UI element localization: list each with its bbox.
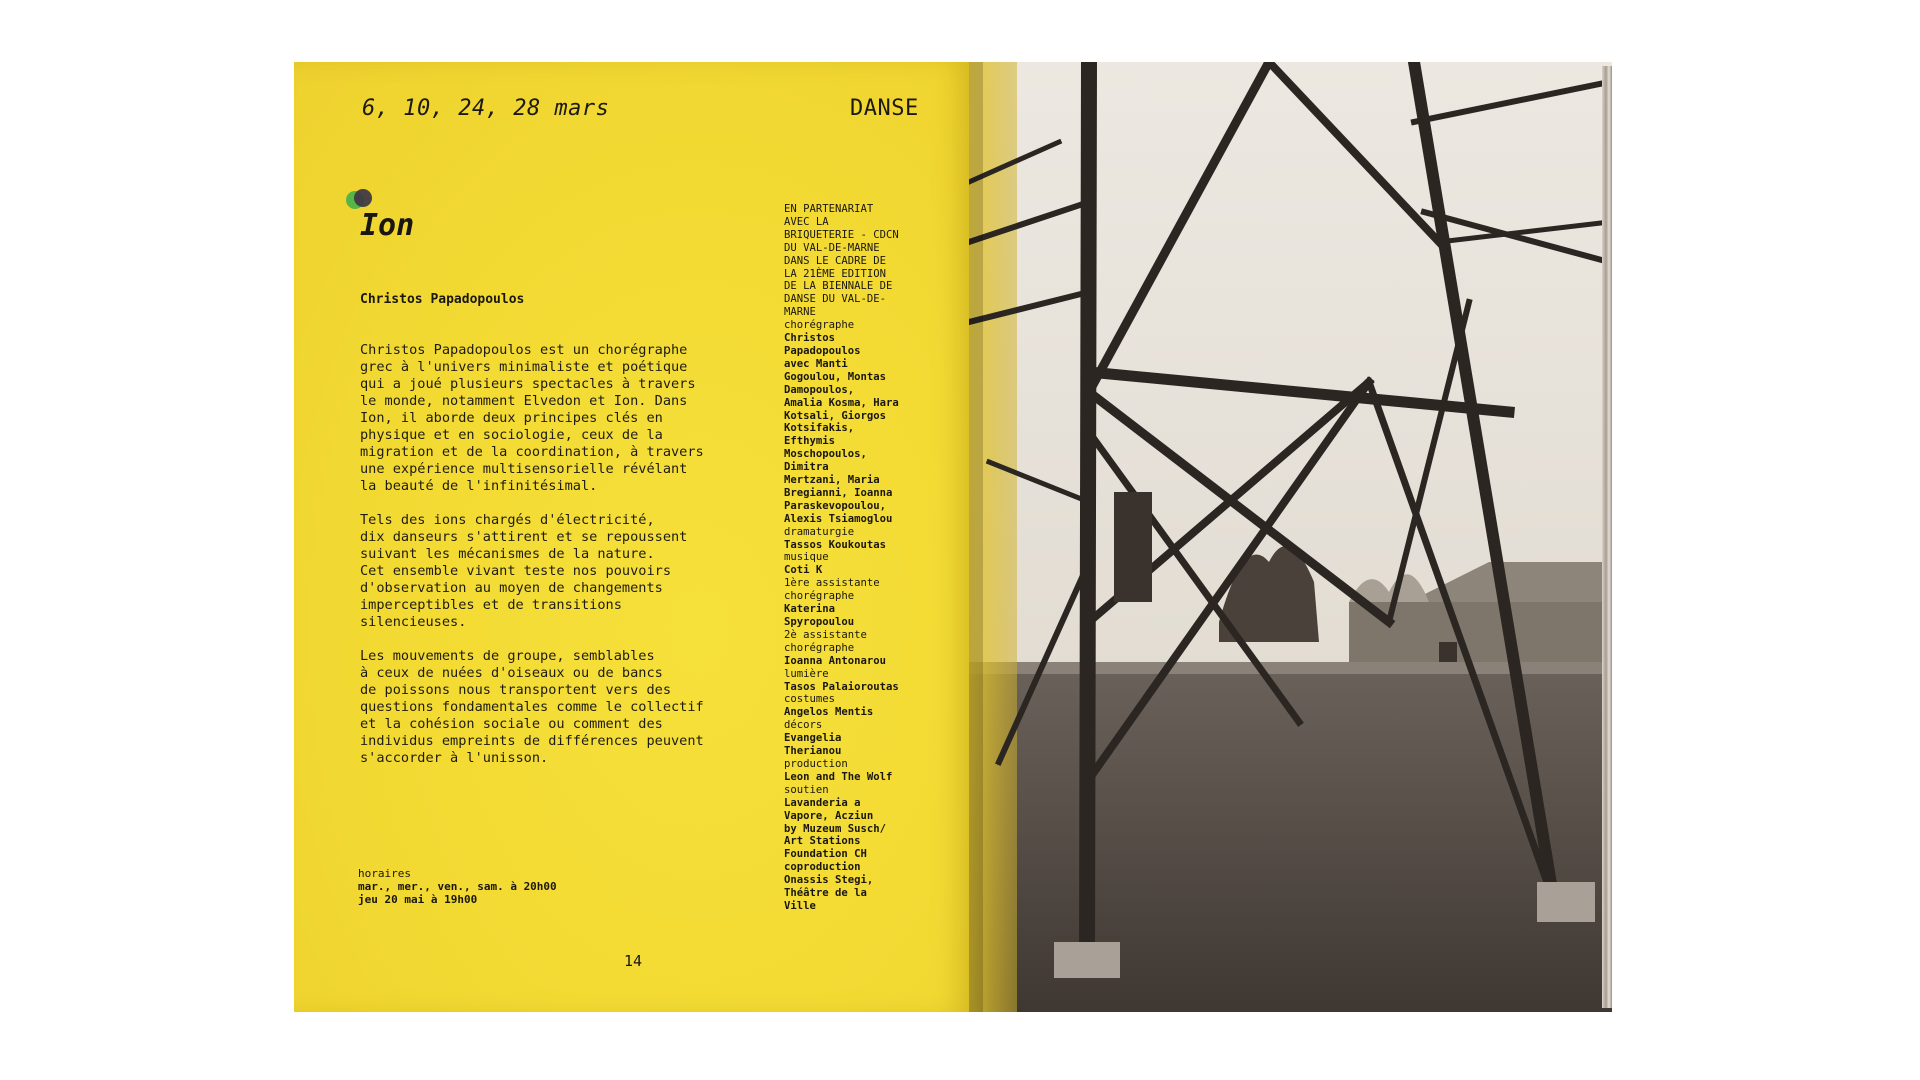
credit-line: Ville <box>784 899 816 912</box>
section-label: DANSE <box>850 96 919 121</box>
credit-line: Mertzani, Maria <box>784 474 880 487</box>
event-dates: 6, 10, 24, 28 mars <box>362 96 610 121</box>
pylon-photo <box>969 62 1612 1012</box>
author-name: Christos Papadopoulos <box>360 292 525 307</box>
credit-line: Angelos Mentis <box>784 706 874 719</box>
credit-line: lumière <box>784 667 829 680</box>
credit-line: Damopoulos, <box>784 383 855 396</box>
credit-line: DANS LE CADRE DE <box>784 254 887 267</box>
description-line: d'observation au moyen de changements <box>360 580 663 596</box>
credit-line: chorégraphe <box>784 641 855 654</box>
schedule-line: jeu 20 mai à 19h00 <box>358 893 478 906</box>
credit-line: LA 21ÈME EDITION <box>784 267 887 280</box>
description-line: questions fondamentales comme le collectif <box>360 699 704 715</box>
page-edge-decoration <box>1602 66 1612 1008</box>
schedule-line: mar., mer., ven., sam. à 20h00 <box>358 880 557 893</box>
credit-line: Evangelia <box>784 732 842 745</box>
description-line: Les mouvements de groupe, semblables <box>360 648 655 664</box>
description-line: de poissons nous transportent vers des <box>360 682 671 698</box>
credit-line: Bregianni, Ioanna <box>784 486 893 499</box>
description-line: une expérience multisensorielle révélant <box>360 461 688 477</box>
credit-line: Moschopoulos, <box>784 448 867 461</box>
credit-line: DE LA BIENNALE DE <box>784 280 893 293</box>
magazine-spread <box>294 62 1612 1012</box>
credit-line: Coti K <box>784 564 823 577</box>
schedule-label: horaires <box>358 867 411 880</box>
description-line: qui a joué plusieurs spectacles à travers <box>360 376 696 392</box>
credit-line: décors <box>784 719 823 732</box>
credit-line: Papadopoulos <box>784 344 861 357</box>
credits-column <box>784 203 914 913</box>
credit-line: Amalia Kosma, Hara <box>784 396 899 409</box>
credit-line: Tasos Palaioroutas <box>784 680 899 693</box>
credit-line: chorégraphe <box>784 590 855 603</box>
credit-line: Théâtre de la <box>784 887 867 900</box>
credit-line: BRIQUETERIE - CDCN <box>784 228 899 241</box>
dark-dot-icon <box>354 189 372 207</box>
description-line: migration et de la coordination, à travers <box>360 444 704 460</box>
description-line: physique et en sociologie, ceux de la <box>360 427 663 443</box>
credit-line: chorégraphe <box>784 319 855 332</box>
credit-line: Therianou <box>784 745 842 758</box>
show-title: Ion <box>360 208 415 243</box>
description-paragraph <box>360 342 740 495</box>
credit-line: Kotsifakis, <box>784 422 855 435</box>
credit-line: Onassis Stegi, <box>784 874 874 887</box>
credit-line: Christos <box>784 332 836 345</box>
description-line: Cet ensemble vivant teste nos pouvoirs <box>360 563 671 579</box>
credit-line: avec Manti <box>784 357 848 370</box>
credit-line: costumes <box>784 693 836 706</box>
credit-line: Paraskevopoulou, <box>784 499 887 512</box>
credit-line: Ioanna Antonarou <box>784 654 887 667</box>
credit-line: DANSE DU VAL-DE- <box>784 293 887 306</box>
credit-line: DU VAL-DE-MARNE <box>784 241 880 254</box>
credit-line: production <box>784 757 848 770</box>
description-line: la beauté de l'infinitésimal. <box>360 478 598 494</box>
credit-line: soutien <box>784 783 829 796</box>
credit-line: 1ère assistante <box>784 577 880 590</box>
description-line: à ceux de nuées d'oiseaux ou de bancs <box>360 665 663 681</box>
credit-line: Gogoulou, Montas <box>784 370 887 383</box>
credit-line: Spyropoulou <box>784 616 855 628</box>
description-line: imperceptibles et de transitions <box>360 597 622 613</box>
credit-line: EN PARTENARIAT <box>784 203 874 215</box>
credit-line: dramaturgie <box>784 525 855 538</box>
credit-line: Dimitra <box>784 461 829 474</box>
credit-line: Efthymis <box>784 435 836 448</box>
description-line: et la cohésion sociale ou comment des <box>360 716 663 732</box>
description-line: Christos Papadopoulos est un chorégraphe <box>360 342 688 358</box>
credit-line: Alexis Tsiamoglou <box>784 512 893 525</box>
credit-line: Art Stations <box>784 835 861 848</box>
description-line: s'accorder à l'unisson. <box>360 750 549 766</box>
credit-line: musique <box>784 551 829 564</box>
description-line: silencieuses. <box>360 614 467 630</box>
credit-line: Katerina <box>784 603 836 616</box>
credit-line: by Muzeum Susch/ <box>784 822 887 835</box>
credit-line: Lavanderia a <box>784 796 861 809</box>
credit-line: 2è assistante <box>784 628 867 641</box>
right-page-photo <box>969 62 1612 1012</box>
credit-line: AVEC LA <box>784 215 829 228</box>
left-page <box>294 62 969 1012</box>
description-line: dix danseurs s'attirent et se repoussent <box>360 529 688 545</box>
credit-line: Leon and The Wolf <box>784 770 893 783</box>
description-line: Tels des ions chargés d'électricité, <box>360 512 655 528</box>
description-text <box>360 342 740 784</box>
description-line: individus empreints de différences peuvent <box>360 733 704 749</box>
credit-line: MARNE <box>784 306 816 319</box>
description-paragraph <box>360 648 740 767</box>
credit-line: coproduction <box>784 861 861 874</box>
description-line: grec à l'univers minimaliste et poétique <box>360 359 688 375</box>
credit-line: Kotsali, Giorgos <box>784 409 887 422</box>
credit-line: Tassos Koukoutas <box>784 538 887 551</box>
page-number: 14 <box>624 952 643 970</box>
description-paragraph <box>360 512 740 631</box>
description-line: Ion, il aborde deux principes clés en <box>360 410 663 426</box>
credit-line: Foundation CH <box>784 848 867 861</box>
description-line: le monde, notamment Elvedon et Ion. Dans <box>360 393 688 409</box>
description-line: suivant les mécanismes de la nature. <box>360 546 655 562</box>
credit-line: Vapore, Acziun <box>784 809 874 822</box>
schedule-block <box>358 867 557 906</box>
